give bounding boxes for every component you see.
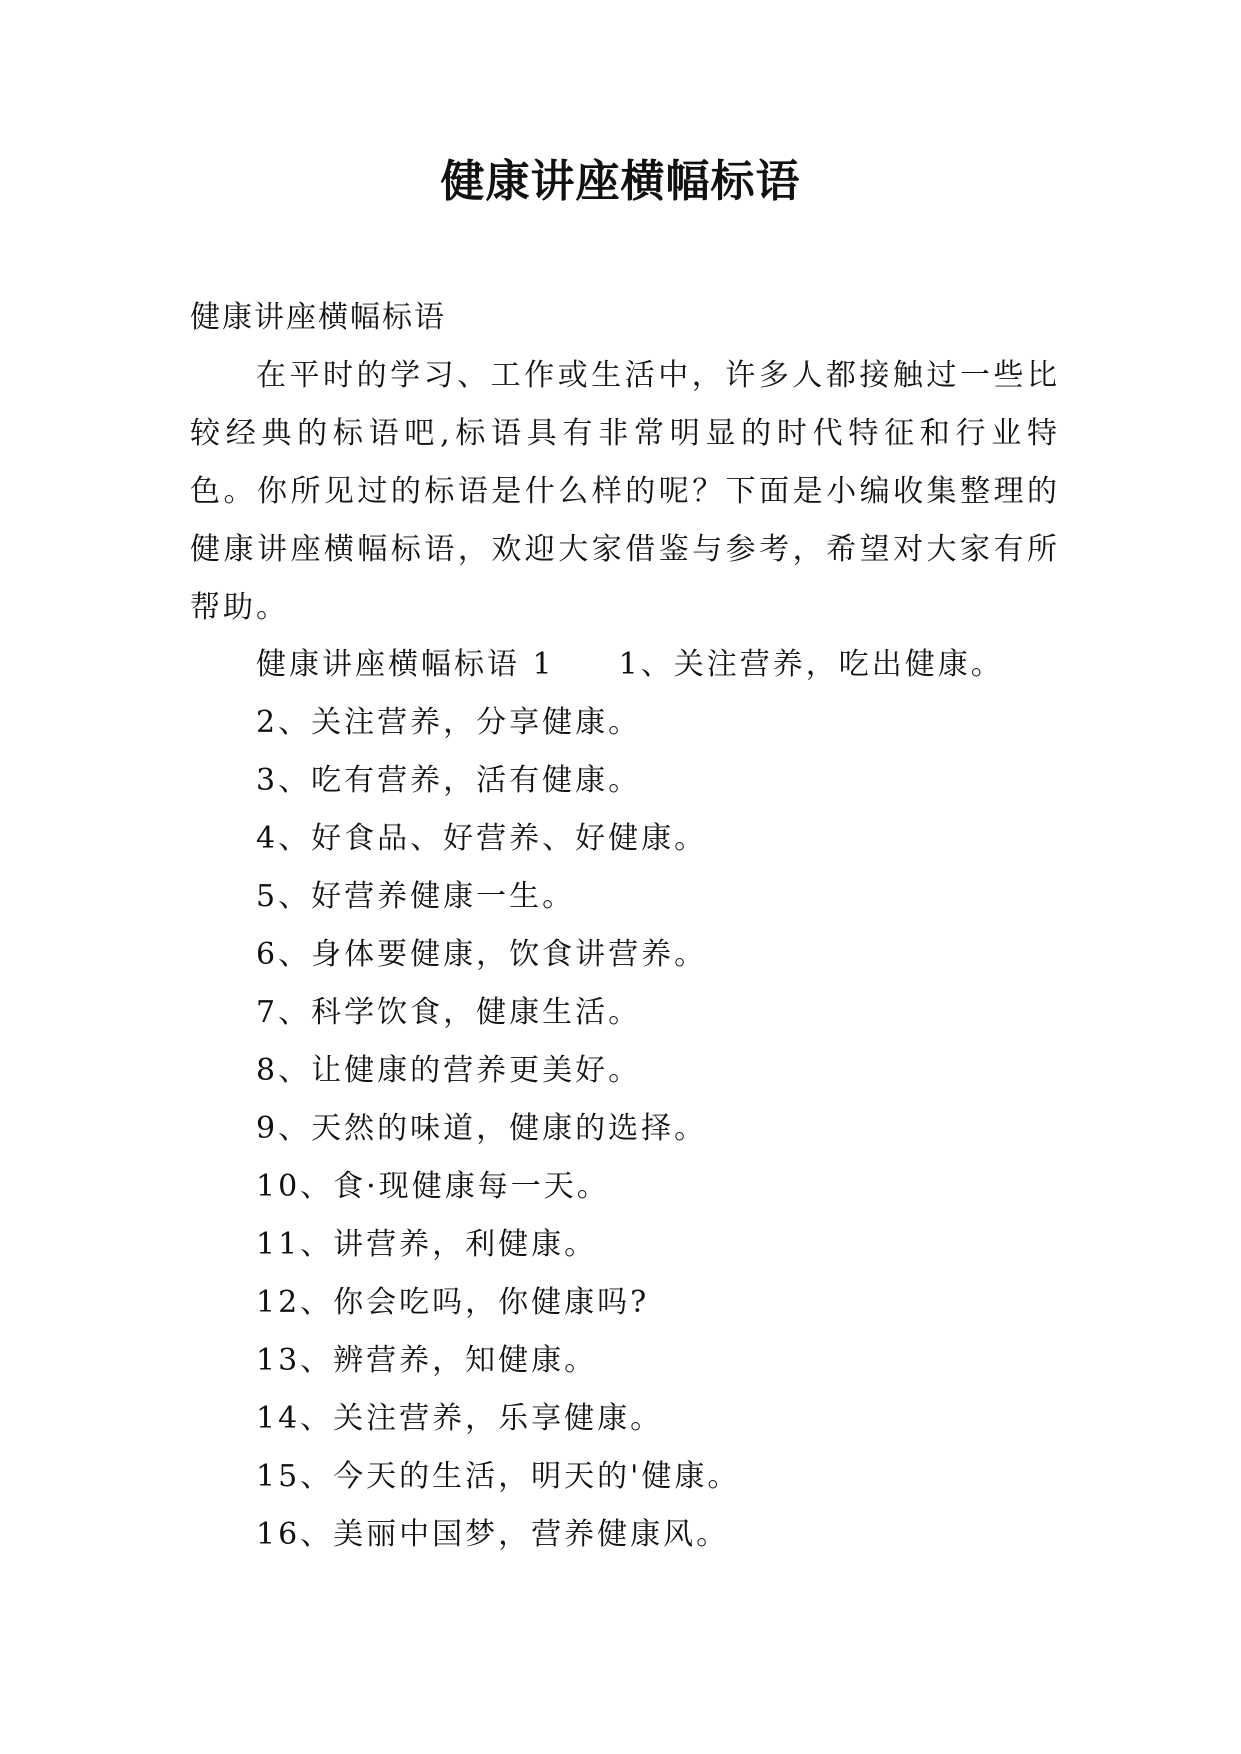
list-item xyxy=(256,1390,1056,1448)
list-item xyxy=(256,1506,1056,1564)
slogan-text: 5、好营养健康一生。 xyxy=(256,879,576,914)
document-subheading: 健康讲座横幅标语 xyxy=(190,300,446,335)
list-item xyxy=(256,1332,1056,1390)
slogan-text: 9、天然的味道，健康的选择。 xyxy=(256,1111,708,1146)
list-item xyxy=(256,1042,1056,1100)
slogan-text: 4、好食品、好营养、好健康。 xyxy=(256,821,708,856)
slogan-list xyxy=(256,636,1056,1564)
slogan-text: 11、讲营养，利健康。 xyxy=(256,1227,598,1262)
list-item xyxy=(256,810,1056,868)
list-item xyxy=(256,1448,1056,1506)
intro-paragraph: 在平时的学习、工作或生活中，许多人都接触过一些比较经典的标语吧,标语具有非常明显的时代特征和行业特色。你所见过的标语是什么样的呢？下面是小编收集整理的健康讲座横幅标语，欢迎大家借鉴与参考，希望对大家有所帮助。 xyxy=(190,358,1060,625)
slogan-text: 6、身体要健康，饮食讲营养。 xyxy=(256,937,708,972)
list-item xyxy=(256,984,1056,1042)
slogan-text: 14、关注营养，乐享健康。 xyxy=(256,1401,664,1436)
list-item xyxy=(256,752,1056,810)
slogan-text: 8、让健康的营养更美好。 xyxy=(256,1053,642,1088)
slogan-text: 3、吃有营养，活有健康。 xyxy=(256,763,642,798)
list-item xyxy=(256,1274,1056,1332)
list-item xyxy=(256,1100,1056,1158)
slogan-text: 7、科学饮食，健康生活。 xyxy=(256,995,642,1030)
section-label: 健康讲座横幅标语 1 xyxy=(256,647,555,682)
slogan-text: 1、关注营养，吃出健康。 xyxy=(618,647,1004,682)
slogan-text: 15、今天的生活，明天的'健康。 xyxy=(256,1459,741,1494)
slogan-text: 2、关注营养，分享健康。 xyxy=(256,705,642,740)
list-item xyxy=(256,636,1056,694)
slogan-text: 16、美丽中国梦，营养健康风。 xyxy=(256,1517,730,1552)
list-item xyxy=(256,1216,1056,1274)
slogan-text: 10、食·现健康每一天。 xyxy=(256,1169,610,1204)
slogan-text: 13、辨营养，知健康。 xyxy=(256,1343,598,1378)
document-title: 健康讲座横幅标语 xyxy=(440,156,801,207)
slogan-text: 12、你会吃吗，你健康吗? xyxy=(256,1285,650,1320)
list-item xyxy=(256,694,1056,752)
list-item xyxy=(256,1158,1056,1216)
list-item xyxy=(256,868,1056,926)
list-item xyxy=(256,926,1056,984)
